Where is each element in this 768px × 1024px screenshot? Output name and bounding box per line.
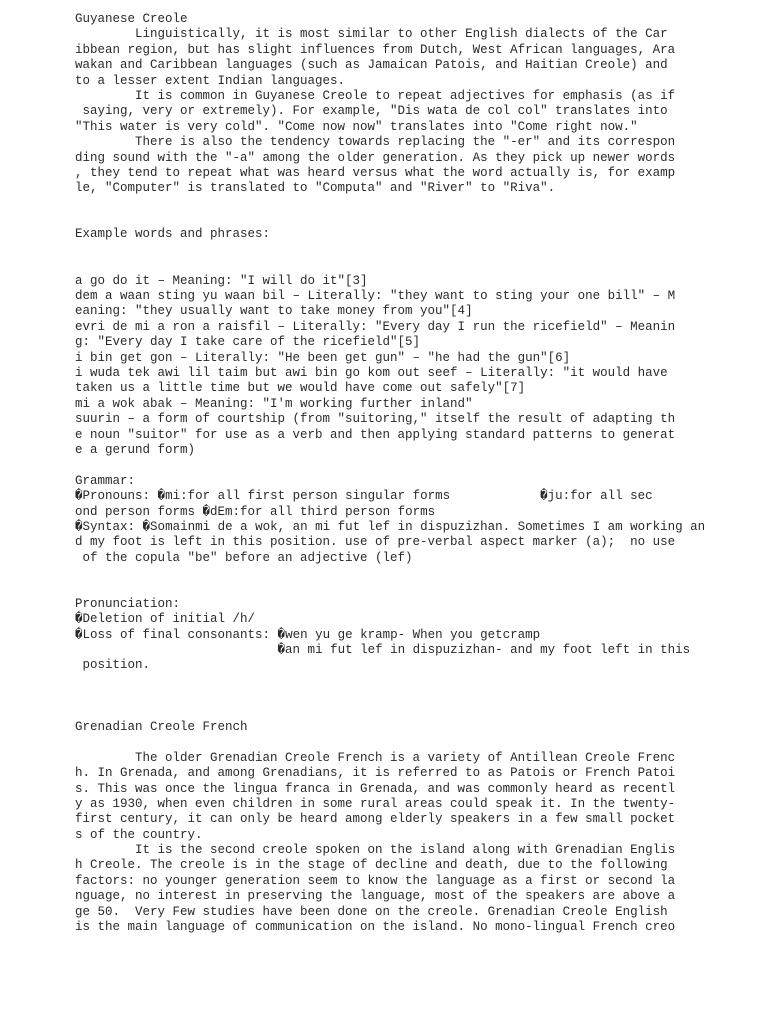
text-line: of the copula "be" before an adjective (lef) xyxy=(75,550,413,565)
text-line: e a gerund form) xyxy=(75,442,196,457)
text-line: h. In Grenada, and among Grenadians, it is referred to as Patois or French Patoi xyxy=(75,766,676,781)
text-line: Linguistically, it is most similar to other English dialects of the Car xyxy=(75,27,668,42)
blank-line xyxy=(75,243,755,258)
text-line: "This water is very cold". "Come now now" translates into "Come right now." xyxy=(75,119,638,134)
text-line: a go do it – Meaning: "I will do it"[3] xyxy=(75,273,368,288)
blank-line xyxy=(75,674,755,689)
text-line: eaning: "they usually want to take money from you"[4] xyxy=(75,304,473,319)
text-line: �Pronouns: �mi:for all first person singular forms �ju:for all sec xyxy=(75,489,653,504)
text-line: h Creole. The creole is in the stage of decline and death, due to the following xyxy=(75,858,668,873)
text-line: ond person forms �dEm:for all third person forms xyxy=(75,504,436,519)
text-line: nguage, no interest in preserving the language, most of the speakers are above a xyxy=(75,889,676,904)
text-line: suurin – a form of courtship (from "suitoring," itself the result of adapting th xyxy=(75,412,676,427)
blank-line xyxy=(75,581,755,596)
text-line: evri de mi a ron a raisfil – Literally: "Every day I run the ricefield" – Meanin xyxy=(75,319,676,334)
text-line: is the main language of communication on the island. No mono-lingual French creo xyxy=(75,920,676,935)
text-line: wakan and Caribbean languages (such as Jamaican Patois, and Haitian Creole) and xyxy=(75,58,668,73)
text-line: ge 50. Very Few studies have been done on the creole. Grenadian Creole English xyxy=(75,904,668,919)
text-line: position. xyxy=(75,658,151,673)
text-line: The older Grenadian Creole French is a variety of Antillean Creole Frenc xyxy=(75,750,676,765)
text-line: Example words and phrases: xyxy=(75,227,271,242)
text-line: s of the country. xyxy=(75,827,203,842)
text-line: i wuda tek awi lil taim but awi bin go kom out seef – Literally: "it would have xyxy=(75,365,668,380)
text-line: e noun "suitor" for use as a verb and then applying standard patterns to generat xyxy=(75,427,676,442)
text-line: taken us a little time but we would have come out safely"[7] xyxy=(75,381,526,396)
blank-line xyxy=(75,212,755,227)
text-line: first century, it can only be heard among elderly speakers in a few small pocket xyxy=(75,812,676,827)
text-line: , they tend to repeat what was heard versus what the word actually is, for examp xyxy=(75,165,676,180)
blank-line xyxy=(75,258,755,273)
text-line: g: "Every day I take care of the ricefield"[5] xyxy=(75,335,421,350)
text-line: mi a wok abak – Meaning: "I'm working further inland" xyxy=(75,396,473,411)
text-line: It is common in Guyanese Creole to repeat adjectives for emphasis (as if xyxy=(75,88,676,103)
text-line: y as 1930, when even children in some rural areas could speak it. In the twenty- xyxy=(75,796,676,811)
text-line: i bin get gon – Literally: "He been get gun" – "he had the gun"[6] xyxy=(75,350,571,365)
text-line: Grammar: xyxy=(75,473,136,488)
text-line: �an mi fut lef in dispuzizhan- and my foot left in this xyxy=(75,643,691,658)
blank-line xyxy=(75,689,755,704)
text-line: There is also the tendency towards replacing the "-er" and its correspon xyxy=(75,135,676,150)
document-page xyxy=(75,12,755,935)
blank-line xyxy=(75,458,755,473)
text-line: It is the second creole spoken on the island along with Grenadian Englis xyxy=(75,843,676,858)
blank-line xyxy=(75,735,755,750)
blank-line xyxy=(75,197,755,212)
blank-line xyxy=(75,566,755,581)
text-line: le, "Computer" is translated to "Computa" and "River" to "Riva". xyxy=(75,181,556,196)
text-line: Grenadian Creole French xyxy=(75,719,248,734)
text-line: �Loss of final consonants: �wen yu ge kramp- When you getcramp xyxy=(75,627,541,642)
text-line: Pronunciation: xyxy=(75,596,181,611)
blank-line xyxy=(75,705,755,720)
text-line: �Deletion of initial /h/ xyxy=(75,612,256,627)
text-line: factors: no younger generation seem to know the language as a first or second la xyxy=(75,873,676,888)
text-line: ding sound with the "-a" among the older generation. As they pick up newer words xyxy=(75,150,676,165)
text-line: dem a waan sting yu waan bil – Literally: "they want to sting your one bill" – M xyxy=(75,289,676,304)
text-line: �Syntax: �Somainmi de a wok, an mi fut lef in dispuzizhan. Sometimes I am working an xyxy=(75,519,706,534)
text-line: s. This was once the lingua franca in Grenada, and was commonly heard as recentl xyxy=(75,781,676,796)
text-line: d my foot is left in this position. use of pre-verbal aspect marker (a); no use xyxy=(75,535,676,550)
text-line: to a lesser extent Indian languages. xyxy=(75,73,346,88)
text-line: Guyanese Creole xyxy=(75,12,188,26)
text-line: saying, very or extremely). For example, "Dis wata de col col" translates into xyxy=(75,104,668,119)
text-line: ibbean region, but has slight influences from Dutch, West African languages, Ara xyxy=(75,42,676,57)
